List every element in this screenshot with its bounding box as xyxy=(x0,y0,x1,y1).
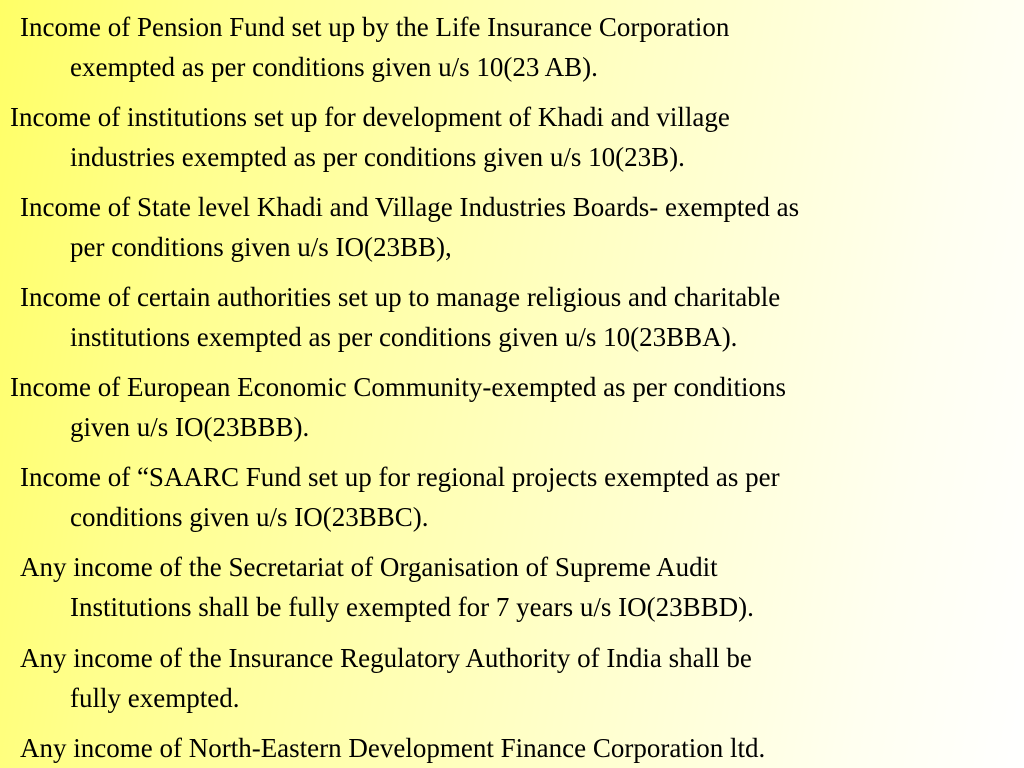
list-item-continuation: exempted as per conditions given u/s 10(23 AB). xyxy=(70,52,598,82)
list-item-first-line: Income of European Economic Community-exempted as per conditions xyxy=(10,372,787,402)
list-item-first-line: Income of State level Khadi and Village Industries Boards- exempted as xyxy=(20,192,800,222)
list-item-continuation: institutions exempted as per conditions given u/s 10(23BBA). xyxy=(70,322,738,352)
list-item-first-line: Income of “SAARC Fund set up for regional projects exempted as per xyxy=(20,462,780,492)
list-item-first-line: Any income of North-Eastern Development Finance Corporation ltd. xyxy=(20,733,766,763)
list-item-continuation: given u/s IO(23BBB). xyxy=(70,412,310,442)
list-item-first-line: Income of institutions set up for development of Khadi and village xyxy=(10,102,730,132)
list-item-continuation: conditions given u/s IO(23BBC). xyxy=(70,502,429,532)
list-item-continuation: Institutions shall be fully exempted for 7 years u/s IO(23BBD). xyxy=(70,592,754,622)
list-item-continuation: fully exempted. xyxy=(70,683,240,713)
list-item-first-line: Any income of the Insurance Regulatory Authority of India shall be xyxy=(20,643,752,673)
list-item-first-line: Any income of the Secretariat of Organisation of Supreme Audit xyxy=(20,552,718,582)
list-item-continuation: industries exempted as per conditions given u/s 10(23B). xyxy=(70,142,685,172)
list-item-continuation: per conditions given u/s IO(23BB), xyxy=(70,232,452,262)
list-item-first-line: Income of Pension Fund set up by the Life Insurance Corporation xyxy=(20,12,730,42)
list-item-first-line: Income of certain authorities set up to manage religious and charitable xyxy=(20,282,781,312)
